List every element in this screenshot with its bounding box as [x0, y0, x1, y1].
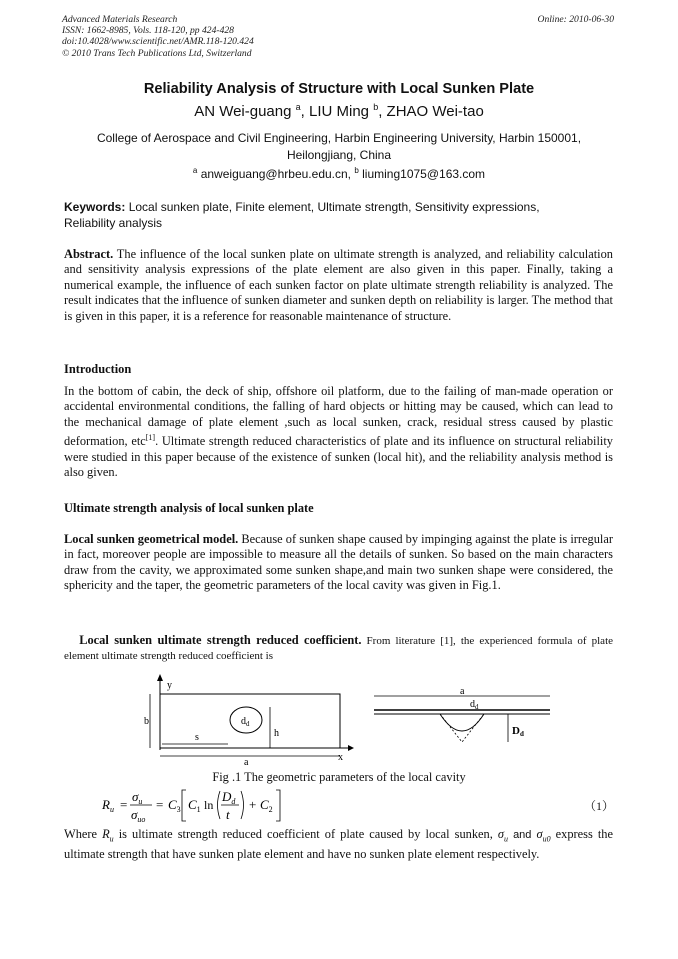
figure-section-diagram [370, 684, 555, 760]
a-label: a [244, 757, 249, 768]
eq-right-paren [241, 791, 244, 819]
email-1: anweiguang@hrbeu.edu.cn, [197, 167, 355, 181]
x-axis-label: x [338, 752, 343, 763]
eq-equals-1: = [120, 797, 128, 812]
eq-plus: + [249, 797, 257, 812]
y-axis-label: y [167, 680, 172, 691]
where-sigma-u0-sub: u0 [542, 834, 551, 844]
reduced-paragraph [64, 633, 613, 664]
reduced-label: Local sunken ultimate strength reduced coefficient. [79, 633, 362, 647]
h-label: h [274, 728, 279, 739]
eq-C2: $C_2$ [260, 797, 273, 814]
where-sigma-u-sub: u [504, 834, 509, 844]
figure-caption: Fig .1 The geometric parameters of the local cavity [212, 770, 466, 784]
where-paragraph [64, 827, 613, 862]
journal-header [62, 14, 254, 59]
affiliation: College of Aerospace and Civil Engineering, Harbin Engineering University, Harbin 150001, Heilongjiang, China [96, 131, 582, 162]
email-1-mark: a [192, 166, 198, 175]
author-2: , LIU Ming [300, 103, 370, 120]
where-text-1: Where [64, 827, 103, 841]
model-label: Local sunken geometrical model. [64, 532, 239, 546]
model-paragraph [64, 532, 613, 594]
issn-line: ISSN: 1662-8985, Vols. 118-120, pp 424-428 [62, 25, 234, 37]
where-sigma-u0: σ [536, 827, 543, 841]
author-2-mark: b [373, 102, 379, 112]
y-axis-arrow [157, 674, 163, 681]
where-R-sub: u [109, 834, 114, 844]
eq-R: $R_u$ [102, 797, 114, 814]
email-2-mark: b [354, 166, 359, 175]
s-label: s [195, 732, 199, 743]
model-text: Because of sunken shape caused by impinging against the plate is irregular in fact, moreover people are impossible to measure all the details of sunken. So based on the main characters draw from the cavity, we approximated some sunken shape,and main two sunken shape were considered, the sphericity and the taper, the geometric parameters of the local cavity was given in Fig.1. [64, 532, 614, 593]
doi-line: doi:10.4028/www.scientific.net/AMR.118-120.424 [62, 36, 254, 48]
keywords [64, 200, 584, 231]
keywords-label: Keywords: [64, 200, 126, 214]
introduction-text [64, 384, 613, 481]
eq-ln: ln [204, 798, 214, 812]
eq-equals-2: = [156, 797, 164, 812]
plate-rectangle [160, 694, 340, 748]
intro-text-1: In the bottom of cabin, the deck of ship, offshore oil platform, due to the failing of man-made operation or accidental environmental conditions, the falling of hard objects or hitting may be caused, which can lead to the mechanical damage of plate element ,such as local sunken, crack, residual stress caused by plastic deformation, etc [64, 384, 613, 449]
copyright-line: © 2010 Trans Tech Publications Ltd, Switzerland [62, 47, 252, 59]
paper-title: Reliability Analysis of Structure with Local Sunken Plate [143, 81, 535, 97]
eq-sigma-u: $\sigma_u$ [132, 789, 143, 806]
section-a-label: a [460, 686, 465, 697]
eq-right-bracket [276, 790, 280, 821]
abstract [64, 247, 613, 324]
d-label: $d_d$ [241, 716, 250, 728]
section-d-label: $d_d$ [470, 699, 479, 711]
author-emails [0, 166, 678, 181]
eq-t: t [226, 807, 230, 822]
intro-text-2: . Ultimate strength reduced characteristics of plate and its influence on structural reliability were studied in this paper because of the existence of sunken (local hit), and the reliability analysis method is also given. [64, 434, 613, 480]
reduced-text: From literature [1], the experienced formula of plate element ultimate strength reduced coefficient is [64, 635, 614, 662]
tapered-sunken [440, 714, 484, 742]
author-list [0, 102, 678, 120]
eq-left-paren [218, 791, 221, 819]
intro-reference: [1] [145, 433, 156, 443]
eq-sigma-uo: $\sigma_{uo}$ [131, 807, 146, 824]
eq-C1: $C_1$ [188, 797, 201, 814]
keywords-text: Local sunken plate, Finite element, Ultimate strength, Sensitivity expressions, Reliability analysis [64, 200, 540, 230]
equation-number: （1） [584, 799, 615, 813]
online-date: Online: 2010-06-30 [537, 14, 614, 25]
equation-1 [98, 785, 288, 825]
author-3: , ZHAO Wei-tao [378, 103, 484, 120]
email-2: liuming1075@163.com [358, 167, 486, 181]
where-text-3: express the ultimate strength that have sunken plate element and have no sunken plate element respectively. [64, 827, 613, 861]
where-R: R [102, 827, 110, 841]
introduction-heading: Introduction [64, 362, 132, 376]
x-axis-arrow [348, 745, 354, 751]
abstract-label: Abstract. [64, 247, 114, 261]
b-label: b [144, 716, 149, 727]
eq-D: $D_d$ [222, 789, 236, 806]
eq-left-bracket [182, 790, 186, 821]
depth-label: Dd [512, 725, 524, 738]
where-sigma-u: σ [497, 827, 505, 841]
figure-plate-diagram [140, 672, 360, 768]
author-1: AN Wei-guang [194, 103, 292, 120]
eq-C3: $C_3$ [168, 797, 181, 814]
journal-name: Advanced Materials Research [62, 14, 178, 25]
author-1-mark: a [295, 102, 301, 112]
section-heading: Ultimate strength analysis of local sunken plate [64, 501, 314, 515]
where-and: and [508, 829, 537, 841]
where-text-2: is ultimate strength reduced coefficient of plate caused by local sunken, [113, 827, 498, 841]
abstract-text: The influence of the local sunken plate on ultimate strength is analyzed, and reliability calculation and sensitivity analysis expressions of the plate element are also given in this paper. Finally, taking a numerical example, the influence of each sunken factor on plate ultimate strength reliability is analyzed. The result indicates that the influence of sunken diameter and sunken depth on reliability is larger. The method that is given in this paper, it is a reference for reasonable maintenance of structure. [64, 247, 613, 323]
